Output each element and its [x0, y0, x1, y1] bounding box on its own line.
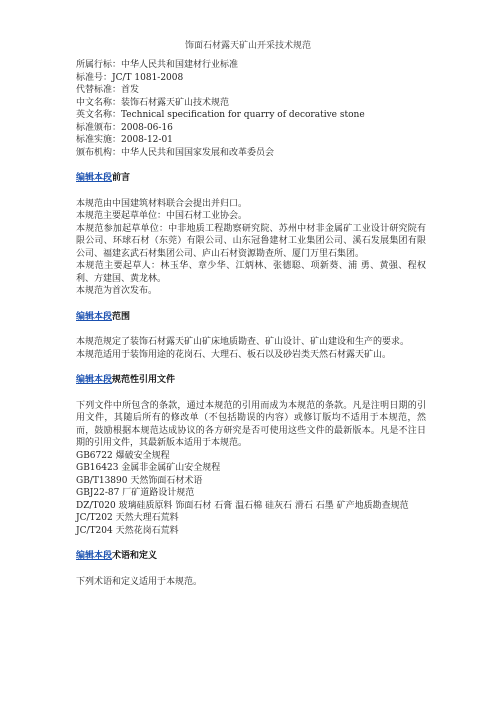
paragraph: 本规范为首次发布。: [76, 286, 158, 296]
section-heading-foreword: [76, 172, 426, 185]
paragraph: 本规范参加起草单位：中非地质工程勘察研究院、苏州中材非金属矿工业设计研究院有限公司、环球石材（东莞）有限公司、山东冠鲁建材工业集团公司、溪石发展集团有限公司、福建玄武石材集团公司、庐山石材资源勘查所、厦门万里石集团。: [76, 223, 426, 259]
paragraph: 本规范适用于装饰用途的花岗石、大理石、板石以及砂岩类天然石材露天矿山。: [76, 349, 392, 360]
meta-english-name: 英文名称：Technical specification for quarry of decorative stone: [76, 110, 365, 120]
paragraph: 本规范主要起草人：林玉华、章少华、江炳林、张德聪、项新葵、浦 勇、黄强、程权利、方建国、黄龙林。: [76, 261, 426, 284]
meta-issue-date: 标准颁布：2008-06-16: [76, 122, 173, 133]
section-heading-text: 前言: [112, 173, 131, 183]
section-heading-text: 范围: [112, 311, 131, 322]
reference-item: GB6722 爆破安全规程: [76, 450, 170, 461]
page-header-title: 饰面石材露天矿山开采技术规范: [184, 41, 311, 51]
section-heading-text: 规范性引用文件: [112, 375, 176, 385]
meta-issuing-body: 颁布机构：中华人民共和国国家发展和改革委员会: [76, 147, 275, 158]
edit-section-link[interactable]: 编辑本段: [76, 551, 113, 561]
meta-replaces: 代替标准：首发: [76, 85, 140, 95]
paragraph: 下列文件中所包含的条款，通过本规范的引用而成为本规范的条款。凡是注明日期的引用文件，其随后所有的修改单（不包括勘误的内容）或修订版均不适用于本规范，然而，鼓励根据本规范达成协议的各方研究是否可使用这些文件的最新版本。凡是不注日期的引用文件，其最新版本适用于本规范。: [76, 400, 426, 448]
reference-item: GB16423 金属非金属矿山安全规程: [76, 463, 221, 473]
meta-chinese-name: 中文名称：装饰石材露天矿山技术规范: [76, 97, 230, 108]
paragraph: 下列术语和定义适用于本规范。: [76, 576, 203, 587]
section-heading-text: 术语和定义: [112, 551, 158, 561]
reference-item: JC/T204 天然花岗石荒料: [76, 525, 179, 536]
section-heading-terms: [76, 550, 426, 563]
edit-section-link[interactable]: 编辑本段: [76, 375, 113, 385]
section-heading-references: [76, 374, 426, 387]
reference-item: GB/T13890 天然饰面石材术语: [76, 475, 203, 486]
document-body: [76, 59, 426, 588]
edit-section-link[interactable]: 编辑本段: [76, 311, 113, 322]
meta-standard-number: 标准号：JC/T 1081-2008: [76, 72, 184, 83]
paragraph: 本规范由中国建筑材料联合会提出并归口。: [76, 198, 248, 209]
section-scope: [76, 311, 426, 362]
reference-item: GBJ22-87 厂矿道路设计规范: [76, 488, 195, 498]
reference-item: JC/T202 天然大理石荒料: [76, 513, 179, 523]
section-terms: [76, 550, 426, 588]
section-foreword: [76, 172, 426, 298]
paragraph: 本规范规定了装饰石材露天矿山矿床地质勘查、矿山设计、矿山建设和生产的要求。: [76, 337, 410, 347]
reference-item: DZ/T020 玻璃硅质原料 饰面石材 石膏 温石棉 硅灰石 滑石 石墨 矿产地质勘查规范: [76, 500, 409, 511]
section-references: [76, 374, 426, 537]
standard-meta: [76, 59, 426, 159]
paragraph: 本规范主要起草单位：中国石材工业协会。: [76, 211, 248, 221]
edit-section-link[interactable]: 编辑本段: [76, 173, 113, 183]
meta-industry: 所属行标：中华人民共和国建材行业标准: [76, 60, 239, 70]
meta-effective-date: 标准实施：2008-12-01: [76, 135, 173, 145]
section-heading-scope: [76, 311, 426, 324]
